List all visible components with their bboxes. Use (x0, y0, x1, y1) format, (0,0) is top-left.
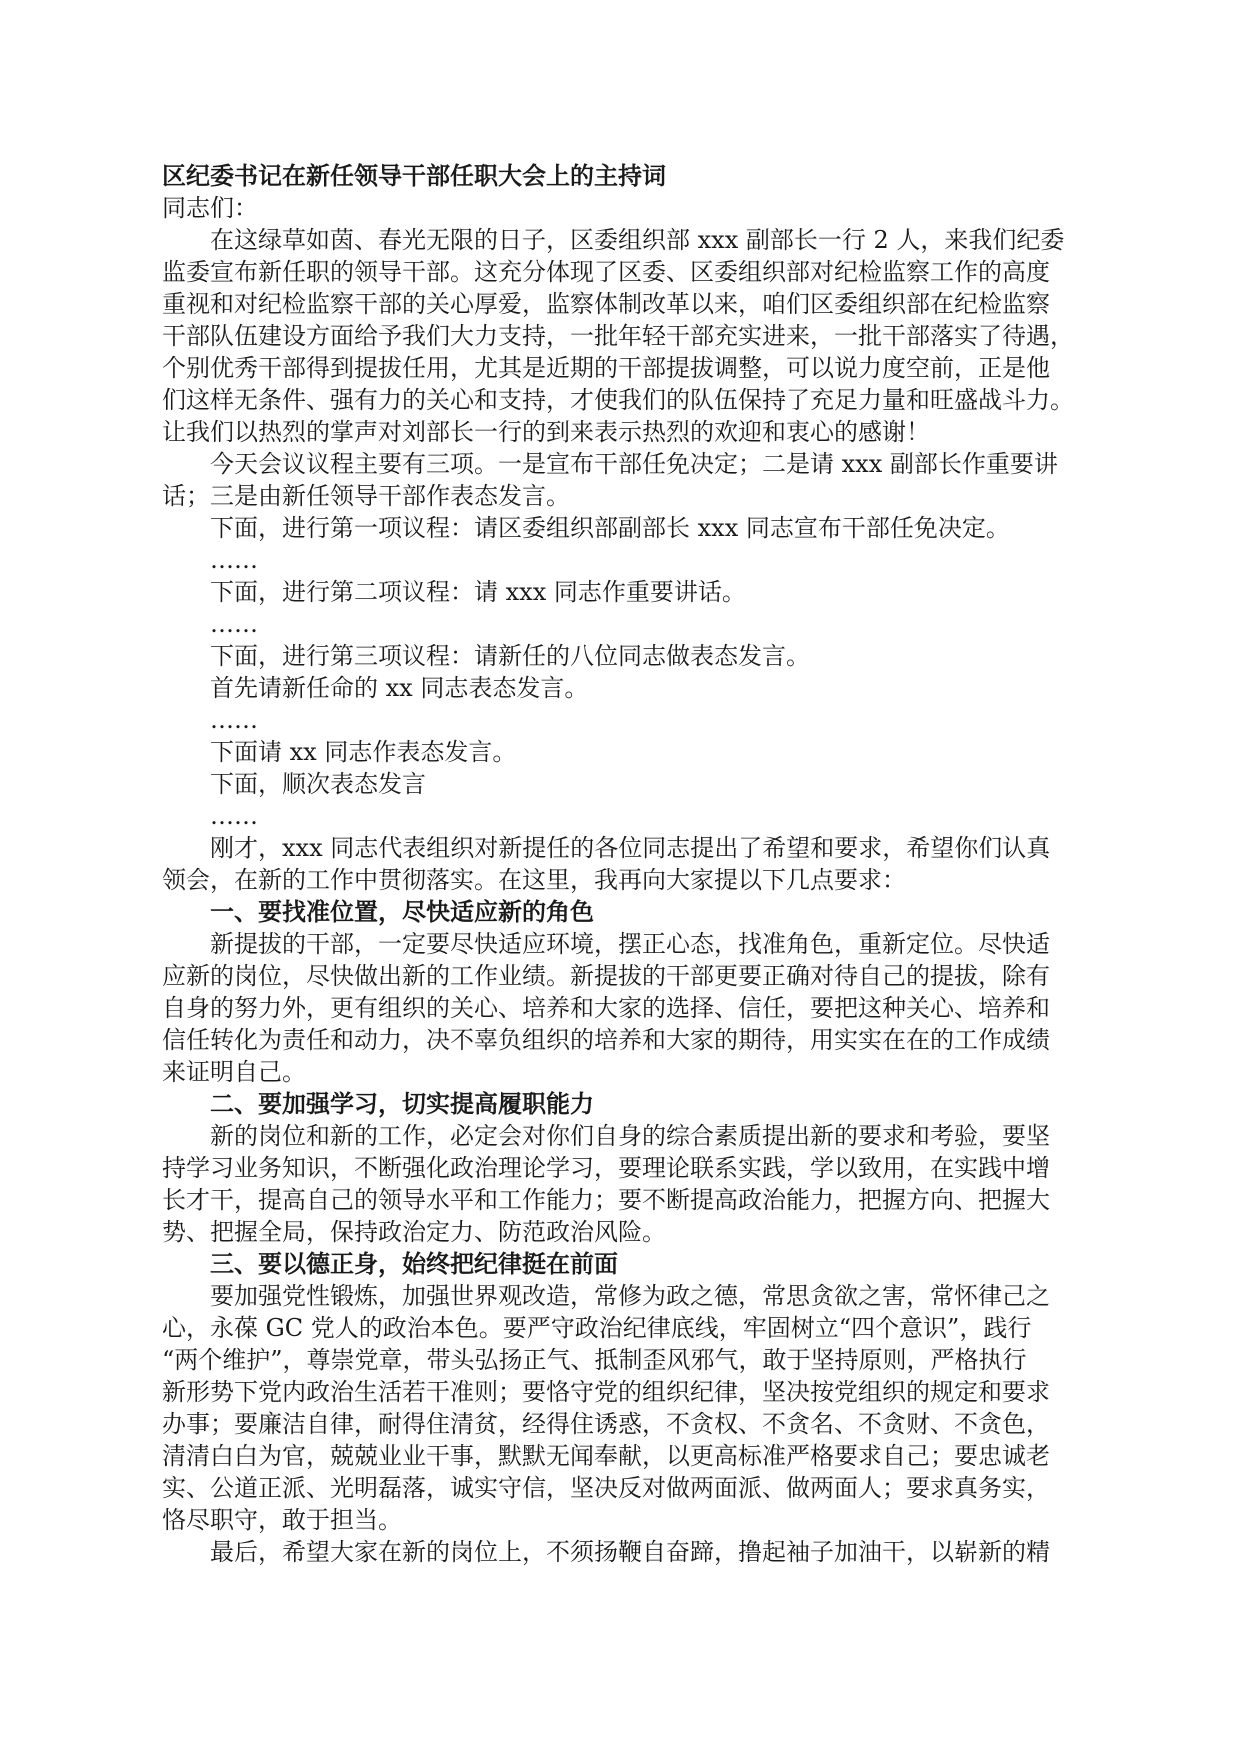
paragraph-line: 要加强党性锻炼，加强世界观改造，常修为政之德，常思贪欲之害，常怀律己之 (210, 1282, 1050, 1310)
paragraph-line: 恪尽职守，敢于担当。 (162, 1506, 402, 1534)
paragraph-line: 自身的努力外，更有组织的关心、培养和大家的选择、信任，要把这种关心、培养和 (162, 994, 1050, 1022)
paragraph-line: …… (210, 546, 258, 574)
section-heading: 三、要以德正身，始终把纪律挺在前面 (210, 1249, 618, 1278)
paragraph-line: 让我们以热烈的掌声对刘部长一行的到来表示热烈的欢迎和衷心的感谢！ (162, 418, 930, 446)
paragraph-line: 下面，顺次表态发言 (210, 770, 426, 798)
paragraph-line: 刚才，xxx 同志代表组织对新提任的各位同志提出了希望和要求，希望你们认真 (210, 834, 1051, 862)
paragraph-line: 在这绿草如茵、春光无限的日子，区委组织部 xxx 副部长一行 2 人，来我们纪委 (210, 226, 1065, 254)
paragraph-line: 下面，进行第二项议程：请 xxx 同志作重要讲话。 (210, 578, 746, 606)
document-title: 区纪委书记在新任领导干部任职大会上的主持词 (162, 161, 666, 190)
paragraph-line: 下面，进行第三项议程：请新任的八位同志做表态发言。 (210, 642, 810, 670)
paragraph-line: …… (210, 706, 258, 734)
paragraph-line: 长才干，提高自己的领导水平和工作能力；要不断提高政治能力，把握方向、把握大 (162, 1186, 1050, 1214)
paragraph-line: 新提拔的干部，一定要尽快适应环境，摆正心态，找准角色，重新定位。尽快适 (210, 930, 1050, 958)
paragraph-line: 心，永葆 GC 党人的政治本色。要严守政治纪律底线，牢固树立“四个意识”，践行 (162, 1314, 1032, 1342)
paragraph-line: 清清白白为官，兢兢业业干事，默默无闻奉献，以更高标准严格要求自己；要忠诚老 (162, 1442, 1050, 1470)
paragraph-line: 首先请新任命的 xx 同志表态发言。 (210, 674, 589, 702)
paragraph-line: 下面，进行第一项议程：请区委组织部副部长 xxx 同志宣布干部任免决定。 (210, 514, 1010, 542)
document-page (162, 160, 1092, 1568)
paragraph-line: “两个维护”，尊崇党章，带头弘扬正气、抵制歪风邪气，敢于坚持原则，严格执行 (162, 1346, 1027, 1374)
paragraph-line: 应新的岗位，尽快做出新的工作业绩。新提拔的干部更要正确对待自己的提拔，除有 (162, 962, 1050, 990)
paragraph-line: 干部队伍建设方面给予我们大力支持，一批年轻干部充实进来，一批干部落实了待遇， (162, 322, 1074, 350)
paragraph-line: 今天会议议程主要有三项。一是宣布干部任免决定；二是请 xxx 副部长作重要讲 (210, 450, 1058, 478)
paragraph-line: 来证明自己。 (162, 1058, 306, 1086)
section-heading: 一、要找准位置，尽快适应新的角色 (210, 897, 594, 926)
paragraph-line: …… (210, 802, 258, 830)
paragraph-line: 实、公道正派、光明磊落，诚实守信，坚决反对做两面派、做两面人；要求真务实， (162, 1474, 1050, 1502)
paragraph-line: 新形势下党内政治生活若干准则；要恪守党的组织纪律，坚决按党组织的规定和要求 (162, 1378, 1050, 1406)
paragraph-line: 们这样无条件、强有力的关心和支持，才使我们的队伍保持了充足力量和旺盛战斗力。 (162, 386, 1074, 414)
paragraph-line: …… (210, 610, 258, 638)
paragraph-line: 重视和对纪检监察干部的关心厚爱，监察体制改革以来，咱们区委组织部在纪检监察 (162, 290, 1050, 318)
paragraph-line: 办事；要廉洁自律，耐得住清贫，经得住诱惑，不贪权、不贪名、不贪财、不贪色， (162, 1410, 1050, 1438)
section-heading: 二、要加强学习，切实提高履职能力 (210, 1089, 594, 1118)
paragraph-line: 新的岗位和新的工作，必定会对你们自身的综合素质提出新的要求和考验，要坚 (210, 1122, 1050, 1150)
paragraph-line: 持学习业务知识，不断强化政治理论学习，要理论联系实践，学以致用，在实践中增 (162, 1154, 1050, 1182)
paragraph-line: 信任转化为责任和动力，决不辜负组织的培养和大家的期待，用实实在在的工作成绩 (162, 1026, 1050, 1054)
paragraph-line: 势、把握全局，保持政治定力、防范政治风险。 (162, 1218, 666, 1246)
paragraph-line: 领会，在新的工作中贯彻落实。在这里，我再向大家提以下几点要求： (162, 866, 906, 894)
paragraph-line: 话；三是由新任领导干部作表态发言。 (162, 482, 570, 510)
paragraph-line: 最后，希望大家在新的岗位上，不须扬鞭自奋蹄，撸起袖子加油干，以崭新的精 (210, 1538, 1050, 1566)
document-body (162, 192, 1092, 1568)
paragraph-line: 个别优秀干部得到提拔任用，尤其是近期的干部提拔调整，可以说力度空前，正是他 (162, 354, 1050, 382)
paragraph-line: 监委宣布新任职的领导干部。这充分体现了区委、区委组织部对纪检监察工作的高度 (162, 258, 1050, 286)
paragraph-line: 下面请 xx 同志作表态发言。 (210, 738, 517, 766)
paragraph-line: 同志们： (162, 194, 258, 222)
